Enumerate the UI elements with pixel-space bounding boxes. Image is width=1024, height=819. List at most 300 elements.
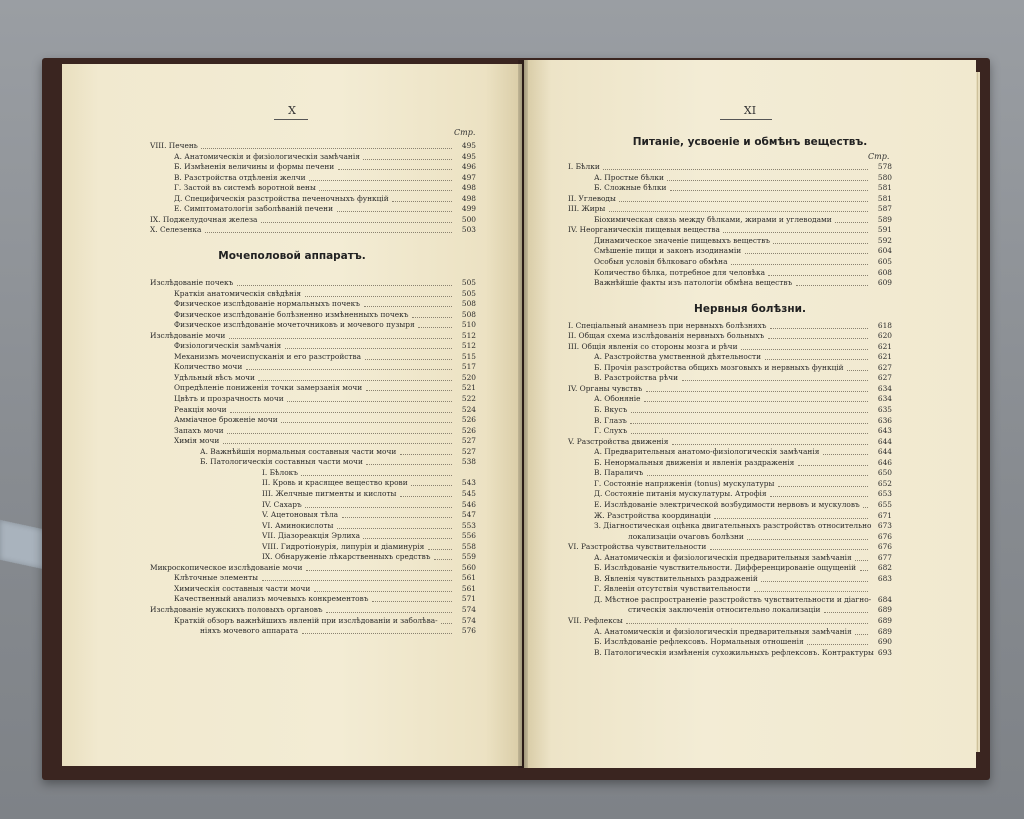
toc-entry-page: 650 — [877, 468, 892, 478]
toc-entry-page: 512 — [461, 341, 476, 351]
toc-entry-page: 644 — [877, 447, 892, 457]
toc-entry — [174, 362, 476, 372]
toc-leader-dots — [227, 426, 452, 434]
toc-entry-title: IX. Обнаруженіе лѣкарственныхъ средствъ — [262, 552, 431, 562]
toc-entry-page: 621 — [877, 341, 892, 351]
toc-entry — [174, 152, 476, 162]
toc-entry-title: Б. Патологическія составныя части мочи — [200, 457, 363, 467]
toc-entry-title: III. Жиры — [568, 204, 606, 214]
toc-entry-page: 693 — [877, 647, 892, 657]
toc-entry-page: 683 — [877, 573, 892, 583]
toc-entry-page: 505 — [461, 288, 476, 298]
toc-leader-dots — [261, 215, 452, 223]
toc-leader-dots — [670, 183, 868, 191]
toc-entry-title: Г. Застой въ системѣ воротной вены — [174, 183, 316, 193]
toc-entry-title: IV. Органы чувствъ — [568, 383, 643, 393]
toc-entry-title: Ж. Разстройства координаціи — [594, 510, 711, 520]
toc-entry-page: 592 — [877, 235, 892, 245]
toc-entry — [594, 574, 892, 584]
toc-leader-dots — [647, 468, 868, 476]
toc-entry-title: X. Селезенка — [150, 225, 202, 235]
toc-entry — [594, 648, 892, 658]
toc-entry-title: В. Разстройства рѣчи — [594, 373, 679, 383]
toc-entry-page: 546 — [461, 499, 476, 509]
toc-entry-page: 646 — [877, 457, 892, 467]
toc-entry-title: Изслѣдованіе мужскихъ половыхъ органовъ — [150, 605, 323, 614]
toc-leader-dots — [824, 605, 868, 613]
toc-entry-title: Цвѣтъ и прозрачность мочи — [174, 394, 284, 403]
toc-entry — [594, 468, 892, 478]
toc-entry-page: 627 — [877, 362, 892, 372]
toc-leader-dots — [745, 246, 868, 254]
toc-entry — [262, 478, 476, 488]
toc-entry-page: 498 — [461, 193, 476, 203]
toc-entry — [594, 173, 892, 183]
toc-leader-dots — [262, 573, 452, 581]
toc-entry-title: Изслѣдованіе почекъ — [150, 277, 234, 287]
toc-entry-page: 571 — [461, 594, 476, 604]
toc-entry-page: 689 — [877, 605, 892, 615]
toc-leader-dots — [626, 616, 868, 624]
toc-leader-dots — [412, 310, 452, 318]
toc-entry-title: Д. Мѣстное распространеніе разстройствъ чувствительности и діагно- — [594, 594, 872, 604]
toc-entry-title: А. Предварительныя анатомо-физіологическія замѣчанія — [594, 447, 820, 457]
toc-entry — [594, 521, 892, 531]
toc-entry-title: Г. Явленія отсутствія чувствительности — [594, 584, 751, 594]
toc-entry-title: Физическое изслѣдованіе нормальныхъ почекъ — [174, 299, 361, 309]
toc-entry-title: III. Общія явленія со стороны мозга и рѣчи — [568, 341, 738, 351]
toc-entry — [262, 542, 476, 552]
toc-entry-page: 553 — [461, 520, 476, 530]
toc-leader-dots — [337, 521, 452, 529]
toc-entry-page: 524 — [461, 404, 476, 414]
toc-leader-dots — [667, 173, 868, 181]
toc-entry-page: 671 — [877, 510, 892, 520]
toc-entry-page: 543 — [461, 478, 476, 488]
toc-entry-title: I. Бѣлки — [568, 162, 600, 171]
toc-entry — [174, 383, 476, 393]
toc-leader-dots — [747, 532, 868, 540]
toc-leader-dots — [761, 574, 868, 582]
toc-leader-dots — [855, 553, 868, 561]
toc-entry-title: VII. Діазореакція Эрлиха — [262, 531, 360, 541]
toc-leader-dots — [855, 627, 868, 635]
toc-leader-dots — [366, 383, 452, 391]
toc-leader-dots — [807, 637, 868, 645]
toc-leader-dots — [770, 489, 868, 497]
toc-leader-dots — [305, 289, 452, 297]
toc-entry-title: А. Важнѣйшія нормальныя составныя части мочи — [200, 446, 397, 456]
toc-entry-page: 547 — [461, 510, 476, 520]
toc-entry — [594, 352, 892, 362]
toc-entry-page: 500 — [461, 214, 476, 224]
toc-entry-page: 677 — [877, 552, 892, 562]
toc-leader-dots — [770, 321, 868, 329]
toc-entry-title: Химія мочи — [174, 436, 220, 446]
toc-leader-dots — [863, 500, 868, 508]
toc-entry-page: 690 — [877, 637, 892, 647]
toc-entry — [174, 426, 476, 436]
toc-entry-title: А. Анатомическія и физіологическія замѣчанія — [174, 151, 360, 161]
toc-entry-title: Удѣльный вѣсъ мочи — [174, 372, 255, 382]
toc-entry-page: 527 — [461, 436, 476, 446]
toc-leader-dots — [302, 626, 452, 634]
toc-leader-dots — [441, 616, 452, 624]
toc-leader-dots — [246, 362, 452, 370]
toc-leader-dots — [400, 447, 452, 455]
toc-entry-page: 676 — [877, 531, 892, 541]
toc-entry-page: 581 — [877, 183, 892, 193]
toc-entry-page: 517 — [461, 362, 476, 372]
toc-entry-page: 578 — [877, 162, 892, 171]
toc-leader-dots — [609, 204, 868, 212]
toc-entry — [174, 299, 476, 309]
toc-entry-title: II. Углеводы — [568, 193, 616, 203]
toc-entry — [594, 595, 892, 605]
toc-leader-dots — [309, 173, 452, 181]
toc-entry-title: Механизмъ мочеиспусканія и его разстройства — [174, 351, 362, 361]
toc-entry-page: 510 — [461, 320, 476, 330]
toc-entry — [174, 183, 476, 193]
toc-entry — [594, 416, 892, 426]
toc-entry-page: 576 — [461, 626, 476, 636]
toc-entry-title: Б. Ненормальныя движенія и явленія раздраженія — [594, 457, 795, 467]
section-title: Нервныя болѣзни. — [694, 302, 806, 315]
toc-entry-page: 684 — [877, 594, 892, 604]
toc-entry-title: IX. Поджелудочная железа — [150, 214, 258, 224]
toc-entry — [594, 511, 892, 521]
toc-entry-page: 515 — [461, 351, 476, 361]
toc-leader-dots — [306, 563, 452, 571]
toc-entry — [594, 627, 892, 637]
toc-leader-dots — [201, 141, 452, 149]
toc-entry-title: А. Простые бѣлки — [594, 172, 664, 182]
toc-leader-dots — [314, 584, 452, 592]
toc-entry-page: 605 — [877, 256, 892, 266]
toc-entry-page: 503 — [461, 225, 476, 235]
toc-entry-title: З. Діагностическая оцѣнка двигательныхъ разстройствъ относительно — [594, 521, 872, 531]
toc-entry — [174, 616, 476, 626]
toc-entry — [594, 489, 892, 499]
toc-entry-page: 609 — [877, 278, 892, 288]
toc-entry-title: Б. Сложные бѣлки — [594, 183, 667, 193]
toc-entry-page: 574 — [461, 615, 476, 625]
left-folio: X — [288, 104, 296, 117]
toc-leader-dots — [285, 341, 452, 349]
toc-entry — [174, 373, 476, 383]
toc-leader-dots — [364, 299, 452, 307]
toc-entry-title: VIII. Печень — [150, 141, 198, 150]
toc-entry — [150, 225, 476, 235]
toc-entry — [594, 257, 892, 267]
toc-entry-title: В. Явленія чувствительныхъ раздраженій — [594, 573, 758, 583]
toc-leader-dots — [230, 405, 452, 413]
toc-entry-page: 560 — [461, 562, 476, 572]
toc-entry-page: 520 — [461, 372, 476, 382]
toc-leader-dots — [411, 478, 452, 486]
toc-entry-title: Физіологическія замѣчанія — [174, 341, 282, 351]
toc-leader-dots — [710, 542, 868, 550]
right-page — [524, 60, 976, 768]
toc-entry-title: Краткія анатомическія свѣдѣнія — [174, 288, 302, 298]
toc-entry-page: 636 — [877, 415, 892, 425]
toc-entry-title: Біохимическая связь между бѣлками, жирами и углеводами — [594, 214, 832, 224]
toc-entry — [174, 204, 476, 214]
toc-entry — [174, 289, 476, 299]
toc-entry-page: 522 — [461, 394, 476, 403]
section-title: Питаніе, усвоеніе и обмѣнъ веществъ. — [632, 136, 868, 148]
toc-entry — [174, 310, 476, 320]
toc-entry-title: Б. Изслѣдованіе чувствительности. Дифференцированіе ощущеній — [594, 563, 857, 573]
toc-leader-dots — [342, 510, 452, 518]
toc-entry-title: Аммiачное броженіе мочи — [174, 415, 278, 425]
toc-entry-title: Реакція мочи — [174, 404, 227, 414]
toc-entry — [568, 616, 892, 626]
toc-entry — [594, 426, 892, 436]
toc-leader-dots — [672, 437, 868, 445]
toc-entry-page: 604 — [877, 246, 892, 256]
toc-entry-page: 508 — [461, 299, 476, 309]
toc-entry — [150, 278, 476, 288]
toc-leader-dots — [301, 468, 452, 476]
toc-entry-page: 591 — [877, 225, 892, 235]
toc-entry-page: 561 — [461, 583, 476, 593]
toc-entry — [150, 331, 476, 341]
toc-entry — [174, 436, 476, 446]
toc-entry-page: 620 — [877, 331, 892, 341]
toc-entry-title: Изслѣдованіе мочи — [150, 330, 226, 340]
toc-entry — [262, 552, 476, 562]
toc-entry-title: I. Бѣлокъ — [262, 467, 298, 477]
toc-entry — [568, 162, 892, 172]
toc-entry — [594, 458, 892, 468]
toc-entry — [174, 405, 476, 415]
toc-entry-title: II. Кровь и красящее вещество крови — [262, 478, 408, 488]
toc-entry — [568, 437, 892, 447]
toc-entry-title: VI. Разстройства чувствительности — [568, 542, 707, 552]
toc-entry-title: VI. Аминокислоты — [262, 520, 334, 530]
toc-entry — [594, 278, 892, 288]
toc-leader-dots — [731, 257, 868, 265]
toc-leader-dots — [319, 183, 452, 191]
toc-entry-page: 653 — [877, 489, 892, 499]
toc-entry — [568, 331, 892, 341]
toc-leader-dots — [619, 194, 868, 202]
toc-entry-title: V. Ацетоновыя тѣла — [262, 510, 339, 520]
toc-entry-page: 673 — [877, 521, 892, 531]
toc-leader-dots — [337, 204, 452, 212]
book-gutter — [518, 60, 528, 768]
toc-entry — [594, 363, 892, 373]
toc-leader-dots — [338, 162, 452, 170]
toc-entry-title: В. Разстройства отдѣленія желчи — [174, 172, 306, 182]
toc-entry-title: локализаціи очаговъ болѣзни — [628, 531, 744, 541]
left-str-label: Стр. — [454, 128, 476, 137]
toc-entry — [174, 394, 476, 404]
toc-entry-title: Е. Изслѣдованіе электрической возбудимости нервовъ и мускуловъ — [594, 499, 860, 509]
toc-leader-dots — [258, 373, 452, 381]
toc-leader-dots — [428, 542, 452, 550]
toc-entry-title: В. Патологическія измѣненія сухожильныхъ рефлексовъ. Контрактуры — [594, 647, 874, 657]
toc-leader-dots — [281, 415, 452, 423]
toc-entry-title: Смѣшеніе пищи и законъ изодинаміи — [594, 246, 742, 256]
toc-entry — [174, 584, 476, 594]
toc-entry-title: ніяхъ мочевого аппарата — [200, 626, 299, 636]
toc-entry — [174, 194, 476, 204]
toc-leader-dots — [603, 162, 868, 170]
toc-entry — [200, 626, 476, 636]
toc-leader-dots — [835, 215, 868, 223]
toc-entry-title: Физическое изслѣдованіе мочеточниковъ и мочевого пузыря — [174, 320, 415, 330]
toc-entry-page: 559 — [461, 552, 476, 562]
toc-entry — [568, 321, 892, 331]
toc-entry-page: 495 — [461, 141, 476, 150]
toc-entry — [594, 637, 892, 647]
toc-entry-page: 498 — [461, 183, 476, 193]
toc-entry-title: Б. Измѣненія величины и формы печени — [174, 162, 335, 172]
toc-entry-page: 499 — [461, 204, 476, 214]
toc-entry-page: 561 — [461, 573, 476, 583]
toc-entry — [262, 500, 476, 510]
toc-entry-title: Е. Симптоматологія заболѣваній печени — [174, 204, 334, 214]
toc-entry-title: Физическое изслѣдованіе болѣзненно измѣненныхъ почекъ — [174, 309, 409, 319]
toc-entry-title: Д. Состояніе питанія мускулатуры. Атрофія — [594, 489, 767, 499]
toc-entry — [568, 204, 892, 214]
toc-entry — [262, 521, 476, 531]
toc-leader-dots — [223, 436, 452, 444]
toc-entry — [594, 373, 892, 383]
toc-leader-dots — [229, 331, 452, 339]
toc-entry-title: стическія заключенія относительно локализаціи — [628, 605, 821, 615]
toc-entry-page: 574 — [461, 605, 476, 614]
toc-entry — [174, 415, 476, 425]
toc-entry-page: 635 — [877, 405, 892, 414]
toc-entry — [594, 500, 892, 510]
toc-entry-title: А. Анатомическія и физіологическія предварительныя замѣчанія — [594, 626, 852, 636]
toc-entry-page: 652 — [877, 478, 892, 488]
toc-entry-title: I. Спеціальный анамнезъ при нервныхъ болѣзняхъ — [568, 320, 767, 330]
toc-entry — [262, 510, 476, 520]
toc-entry-page: 556 — [461, 531, 476, 541]
toc-entry — [174, 173, 476, 183]
toc-entry-page: 527 — [461, 446, 476, 456]
toc-entry-page: 589 — [877, 214, 892, 224]
toc-entry-page: 618 — [877, 320, 892, 330]
toc-entry-page: 587 — [877, 204, 892, 214]
section-title: Мочеполовой аппаратъ. — [218, 249, 366, 262]
toc-leader-dots — [798, 458, 868, 466]
toc-leader-dots — [847, 363, 868, 371]
toc-entry — [628, 605, 892, 615]
toc-entry — [150, 215, 476, 225]
toc-entry — [594, 405, 892, 415]
toc-leader-dots — [205, 225, 452, 233]
toc-entry-title: Г. Слухъ — [594, 426, 628, 436]
toc-leader-dots — [434, 552, 452, 560]
toc-entry-title: IV. Сахаръ — [262, 499, 302, 509]
toc-entry — [594, 183, 892, 193]
toc-entry-page: 497 — [461, 172, 476, 182]
toc-entry-title: Химическія составныя части мочи — [174, 583, 311, 593]
toc-entry-page: 521 — [461, 383, 476, 393]
toc-entry-page: 545 — [461, 488, 476, 498]
left-page — [62, 64, 522, 766]
toc-entry-page: 655 — [877, 499, 892, 509]
toc-entry-title: В. Глазъ — [594, 415, 627, 425]
toc-entry-page: 508 — [461, 309, 476, 319]
toc-leader-dots — [237, 278, 452, 286]
toc-entry — [568, 194, 892, 204]
toc-leader-dots — [768, 268, 868, 276]
left-folio-rule — [274, 119, 308, 120]
toc-entry-page: 689 — [877, 626, 892, 636]
toc-leader-dots — [418, 320, 452, 328]
toc-leader-dots — [823, 447, 868, 455]
toc-entry-title: II. Общая схема изслѣдованія нервныхъ больныхъ — [568, 331, 765, 341]
toc-entry-page: 634 — [877, 394, 892, 404]
toc-entry — [594, 584, 892, 594]
toc-entry-title: Микроскопическое изслѣдованіе мочи — [150, 562, 303, 572]
toc-leader-dots — [363, 152, 452, 160]
toc-entry-page: 558 — [461, 541, 476, 551]
toc-entry-title: Особыя условія бѣлковаго обмѣна — [594, 256, 728, 266]
toc-entry — [594, 394, 892, 404]
toc-leader-dots — [778, 479, 868, 487]
toc-entry-page: 608 — [877, 267, 892, 277]
toc-entry-page: 581 — [877, 193, 892, 203]
toc-leader-dots — [287, 394, 452, 402]
toc-entry — [174, 320, 476, 330]
toc-entry-title: III. Желчные пигменты и кислоты — [262, 488, 397, 498]
toc-leader-dots — [363, 531, 452, 539]
toc-entry-title: VIII. Гидротіонурія, липурія и діаминурія — [262, 541, 425, 551]
toc-entry-page: 538 — [461, 457, 476, 467]
toc-entry — [568, 225, 892, 235]
toc-entry-title: Краткій обзоръ важнѣйшихъ явленій при изслѣдованіи и заболѣва- — [174, 615, 438, 625]
toc-entry — [174, 573, 476, 583]
toc-entry-title: Б. Вкусъ — [594, 405, 628, 414]
toc-entry-title: Б. Прочія разстройства общихъ мозговыхъ и нервныхъ функцій — [594, 362, 844, 372]
toc-entry — [174, 352, 476, 362]
toc-entry-title: IV. Неорганическія пищевыя вещества — [568, 225, 720, 235]
toc-entry-page: 627 — [877, 373, 892, 383]
toc-entry — [594, 447, 892, 457]
right-folio-rule — [720, 119, 772, 120]
toc-entry — [174, 162, 476, 172]
toc-entry — [150, 141, 476, 151]
toc-leader-dots — [305, 500, 452, 508]
toc-entry-page: 634 — [877, 383, 892, 393]
toc-leader-dots — [631, 405, 868, 413]
toc-entry — [568, 342, 892, 352]
toc-leader-dots — [860, 563, 868, 571]
toc-leader-dots — [646, 384, 868, 392]
toc-leader-dots — [754, 584, 868, 592]
toc-entry — [594, 236, 892, 246]
toc-entry — [150, 563, 476, 573]
toc-entry — [594, 215, 892, 225]
toc-entry-title: VII. Рефлексы — [568, 616, 623, 625]
toc-entry — [174, 341, 476, 351]
toc-leader-dots — [768, 331, 868, 339]
toc-leader-dots — [400, 489, 452, 497]
toc-entry-page: 495 — [461, 151, 476, 161]
toc-leader-dots — [682, 373, 868, 381]
toc-entry — [174, 594, 476, 604]
toc-entry — [594, 553, 892, 563]
toc-entry — [150, 605, 476, 615]
toc-entry-title: Клѣточные элементы — [174, 573, 259, 583]
